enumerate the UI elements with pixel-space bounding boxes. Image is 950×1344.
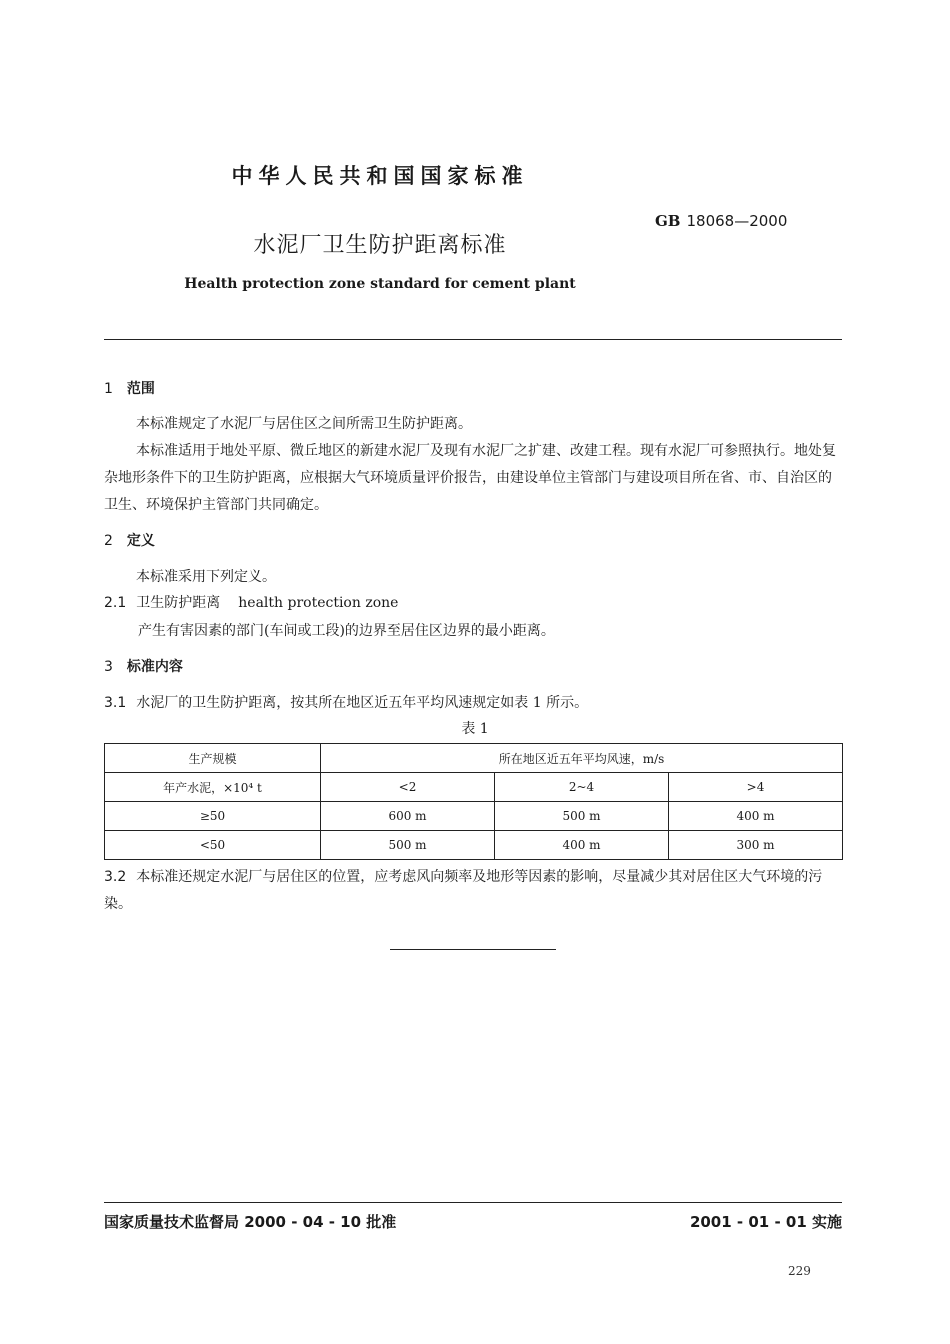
section-1-heading [104, 378, 155, 398]
clause-3-1-number: 3.1 [104, 695, 127, 711]
distance-cell: 500 m [321, 831, 495, 860]
section-3-heading [104, 656, 183, 676]
document-title-cn: 水泥厂卫生防护距离标准 [253, 233, 507, 258]
wind-col-2: 2~4 [495, 773, 669, 802]
standard-prefix: GB [655, 212, 681, 230]
standard-code: 18068—2000 [686, 212, 788, 230]
table-caption: 表 1 [461, 721, 489, 737]
effective-date: 2001 - 01 - 01 实施 [689, 1213, 842, 1231]
distance-cell: 300 m [669, 831, 843, 860]
header-scale-cell: 生产规模 [105, 744, 321, 773]
section-2-title: 定义 [126, 533, 155, 549]
distance-cell: 600 m [321, 802, 495, 831]
section-1-number: 1 [104, 381, 113, 397]
row-scale-cell: ≥50 [105, 802, 321, 831]
table-subheader-row [105, 773, 843, 802]
clause-2-1-term-en: health protection zone [238, 595, 399, 611]
section-2-number: 2 [104, 533, 113, 549]
bottom-divider [104, 1202, 842, 1203]
section-2-heading [104, 530, 155, 550]
page-number: 229 [788, 1264, 811, 1278]
section-2-paragraph-1: 本标准采用下列定义。 [136, 569, 276, 585]
table-row [105, 802, 843, 831]
wind-col-1: <2 [321, 773, 495, 802]
table-row [105, 831, 843, 860]
section-1-paragraph-1: 本标准规定了水泥厂与居住区之间所需卫生防护距离。 [136, 416, 472, 432]
wind-col-3: >4 [669, 773, 843, 802]
clause-3-2-number: 3.2 [104, 869, 127, 885]
clause-3-2-text: 本标准还规定水泥厂与居住区的位置，应考虑风向频率及地形等因素的影响，尽量减少其对居住区大气环境的污染。 [104, 869, 823, 912]
clause-2-1-number: 2.1 [104, 595, 127, 611]
distance-cell: 400 m [669, 802, 843, 831]
approval-statement: 国家质量技术监督局 2000 - 04 - 10 批准 [104, 1213, 397, 1231]
document-title-en: Health protection zone standard for cement plant [184, 276, 576, 292]
top-divider [104, 339, 842, 340]
clause-2-1 [104, 592, 842, 612]
section-3-number: 3 [104, 659, 113, 675]
distance-table [104, 743, 843, 860]
end-of-text-rule [390, 949, 556, 950]
clause-2-1-definition: 产生有害因素的部门(车间或工段)的边界至居住区边界的最小距离。 [138, 623, 555, 639]
section-3-title: 标准内容 [126, 659, 183, 675]
distance-cell: 400 m [495, 831, 669, 860]
subheader-scale-cell: 年产水泥，×10⁴ t [105, 773, 321, 802]
distance-cell: 500 m [495, 802, 669, 831]
national-standard-heading: 中华人民共和国国家标准 [231, 164, 529, 188]
clause-2-1-term-cn: 卫生防护距离 [136, 595, 221, 611]
header-wind-cell: 所在地区近五年平均风速，m/s [321, 744, 843, 773]
clause-3-1-text: 水泥厂的卫生防护距离，按其所在地区近五年平均风速规定如表 1 所示。 [136, 695, 589, 711]
section-1-title: 范围 [126, 381, 155, 397]
section-1-paragraph-2: 本标准适用于地处平原、微丘地区的新建水泥厂及现有水泥厂之扩建、改建工程。现有水泥厂可参照执行。地处复杂地形条件下的卫生防护距离，应根据大气环境质量评价报告，由建设单位主管部门与建设项目所在省、市、自治区的卫生、环境保护主管部门共同确定。 [104, 443, 836, 513]
clause-3-1 [104, 692, 842, 712]
table-header-row [105, 744, 843, 773]
clause-3-2 [104, 864, 842, 918]
row-scale-cell: <50 [105, 831, 321, 860]
